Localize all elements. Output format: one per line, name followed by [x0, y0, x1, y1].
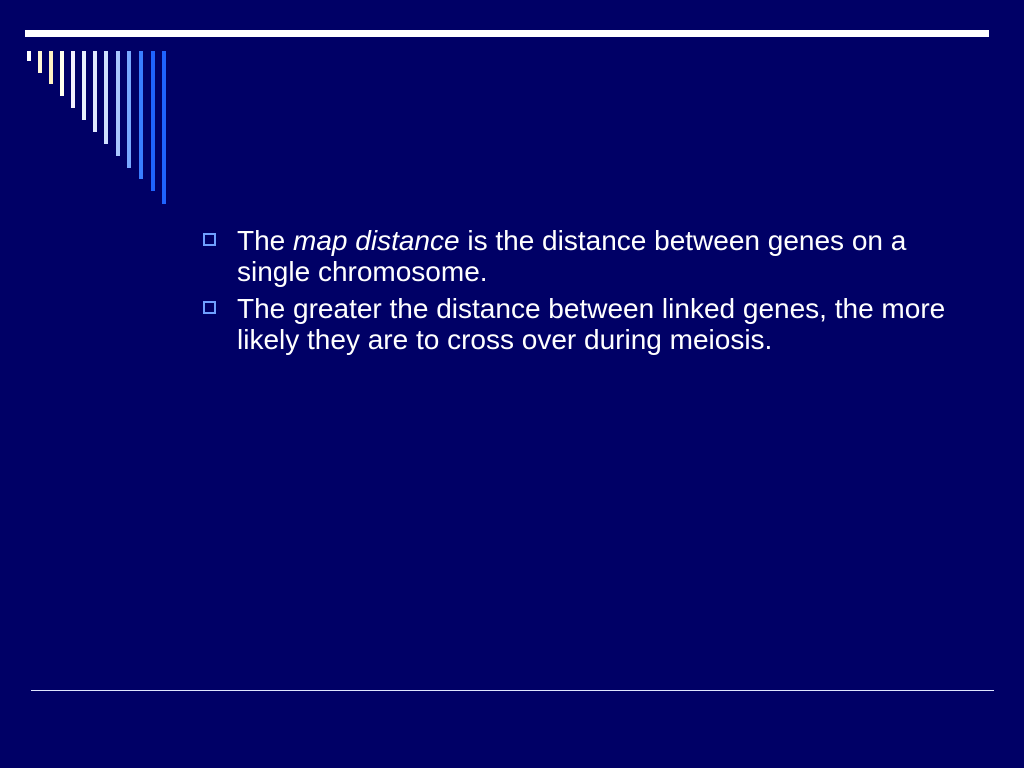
bullet-text — [237, 225, 906, 287]
bullet-text: The greater the distance between linked genes, the more likely they are to cross over during meiosis. — [237, 293, 946, 355]
stripe-10 — [127, 51, 131, 168]
bullet-item-map-distance — [201, 225, 971, 287]
bullet-text-before: The — [237, 225, 294, 256]
bottom-rule — [31, 690, 994, 691]
stripe-5 — [71, 51, 75, 108]
stripe-13 — [162, 51, 166, 204]
stripe-12 — [151, 51, 155, 191]
stripe-1 — [27, 51, 31, 61]
stripe-9 — [116, 51, 120, 156]
stripe-2 — [38, 51, 42, 73]
stripe-8 — [104, 51, 108, 144]
bullet-emphasis: map distance — [293, 225, 460, 256]
bullet-list — [201, 225, 971, 361]
stripe-7 — [93, 51, 97, 132]
top-rule — [25, 30, 989, 37]
square-bullet-icon — [203, 301, 216, 314]
stripe-3 — [49, 51, 53, 84]
stripe-11 — [139, 51, 143, 179]
bullet-item-linked-genes — [201, 293, 971, 355]
stripe-4 — [60, 51, 64, 96]
square-bullet-icon — [203, 233, 216, 246]
stripe-6 — [82, 51, 86, 120]
bullet-text-after: is the distance between genes on a single chromosome. — [237, 225, 907, 287]
